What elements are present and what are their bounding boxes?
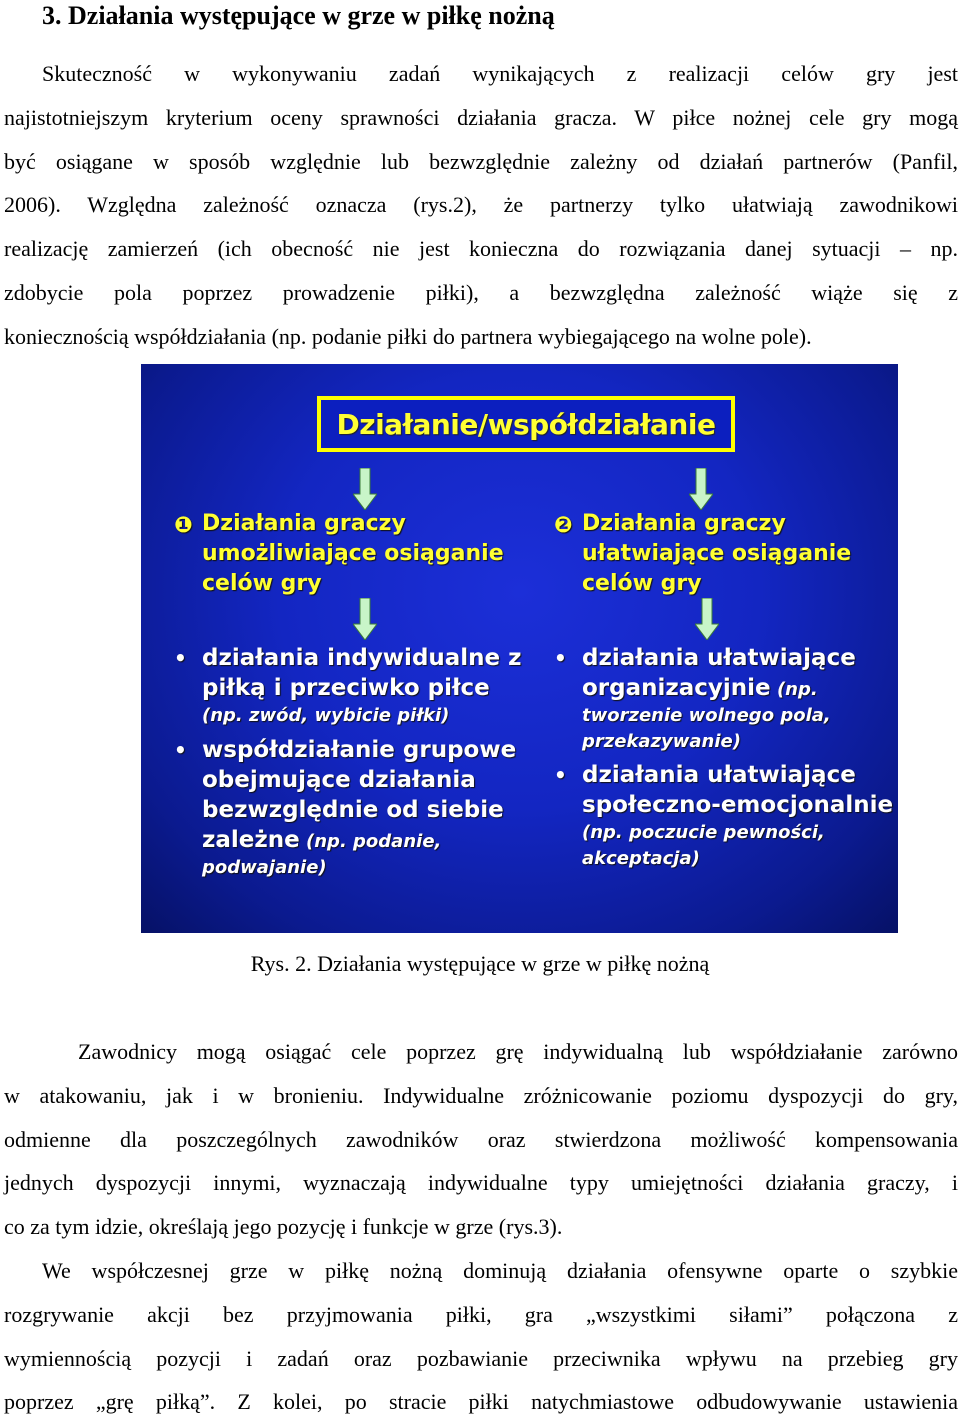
bullet-line: obejmujące działania [202,767,476,793]
bullet-line: działania ułatwiające [582,762,856,788]
text-line: być osiągane w sposób względnie lub bezwzględnie zależny od działań partnerów (Panfil, [4,148,958,174]
text-line: We współczesnej grze w piłkę nożną dominują działania ofensywne oparte o szybkie [42,1258,958,1283]
bullet-line: społeczno-emocjonalnie [582,792,894,818]
heading-line: celów gry [582,571,702,596]
number-one-icon: ❶ [174,513,193,538]
down-arrow-icon [689,468,713,510]
bullet-line: działania indywidualne z [202,645,522,671]
text-line: poprzez „grę piłką”. Z kolei, po stracie piłki natychmiastowe odbudowywanie ustawienia [4,1389,958,1415]
bullet-line [202,825,516,855]
heading-line: celów gry [202,571,322,596]
number-two-icon: ❷ [554,513,573,538]
bullet-line: działania ułatwiające [582,645,856,671]
paragraph-3 [4,1249,958,1424]
bullet-icon: • [554,646,567,670]
bullet-line: bezwzględnie od siebie [202,797,504,823]
section-heading: 3. Działania występujące w grze w piłkę nożną [42,1,555,30]
bullet-example: akceptacja) [582,848,700,869]
bullet-line: piłką i przeciwko piłce [202,675,490,701]
text-line: 2006). Względna zależność oznacza (rys.2), że partnerzy tylko ułatwiają zawodnikowi [4,192,958,218]
text-line: jednych dyspozycji innymi, wyznaczają indywidualne typy umiejętności działania graczy, i [4,1170,958,1196]
down-arrow-icon [353,468,377,510]
bullet-icon: • [174,646,187,670]
left-column-heading [174,509,504,599]
left-bullet-1 [174,643,522,729]
paragraph-2 [4,1030,958,1249]
bullet-text: zależne [202,827,300,853]
right-bullet-1 [554,643,856,755]
bullet-example: przekazywanie) [582,731,741,752]
bullet-icon: • [174,738,187,762]
bullet-example: (np. podanie, [299,831,442,852]
bullet-example: podwajanie) [202,857,327,878]
heading-line: Działania graczy [202,511,406,536]
bullet-example: (np. [770,679,818,700]
bullet-line: współdziałanie grupowe [202,737,517,763]
text-line: co za tym idzie, określają jego pozycję i funkcje w grze (rys.3). [4,1214,563,1240]
text-line: najistotniejszym kryterium oceny sprawności działania gracza. W piłce nożnej cele gry mogą [4,104,958,130]
diagram-figure [141,364,898,933]
right-bullet-2 [554,760,894,872]
text-line: Zawodnicy mogą osiągać cele poprzez grę indywidualną lub współdziałanie zarówno [78,1039,958,1064]
bullet-example: tworzenie wolnego pola, [582,705,831,726]
text-line: wymiennością pozycji i zadań oraz pozbawianie przeciwnika wpływu na przebieg gry [4,1345,958,1371]
text-line: Skuteczność w wykonywaniu zadań wynikających z realizacji celów gry jest [42,61,958,86]
down-arrow-icon [353,598,377,640]
heading-line: Działania graczy [582,511,786,536]
diagram-title: Działanie/współdziałanie [317,396,735,452]
right-column-heading [554,509,852,599]
text-line: zdobycie pola poprzez prowadzenie piłki), a bezwzględna zależność wiąże się z [4,279,958,305]
heading-line: ułatwiające osiąganie [582,541,852,566]
heading-line: umożliwiające osiąganie [202,541,504,566]
bullet-example: (np. zwód, wybicie piłki) [202,705,450,726]
text-line: koniecznością współdziałania (np. podanie piłki do partnera wybiegającego na wolne pole). [4,323,812,349]
left-bullet-2 [174,735,517,881]
text-line: rozgrywanie akcji bez przyjmowania piłki, gra „wszystkimi siłami” połączona z [4,1301,958,1327]
text-line: odmienne dla poszczególnych zawodników oraz stwierdzona możliwość kompensowania [4,1126,958,1152]
down-arrow-icon [695,598,719,640]
bullet-line [582,673,856,703]
bullet-example: (np. poczucie pewności, [582,822,825,843]
figure-caption: Rys. 2. Działania występujące w grze w piłkę nożną [250,951,710,976]
bullet-icon: • [554,763,567,787]
paragraph-1 [4,52,958,359]
bullet-text: organizacyjnie [582,675,771,701]
text-line: w atakowaniu, jak i w bronieniu. Indywidualne zróżnicowanie poziomu dyspozycji do gry, [4,1082,958,1108]
text-line: realizację zamierzeń (ich obecność nie jest konieczna do rozwiązania danej sytuacji – np. [4,236,958,262]
